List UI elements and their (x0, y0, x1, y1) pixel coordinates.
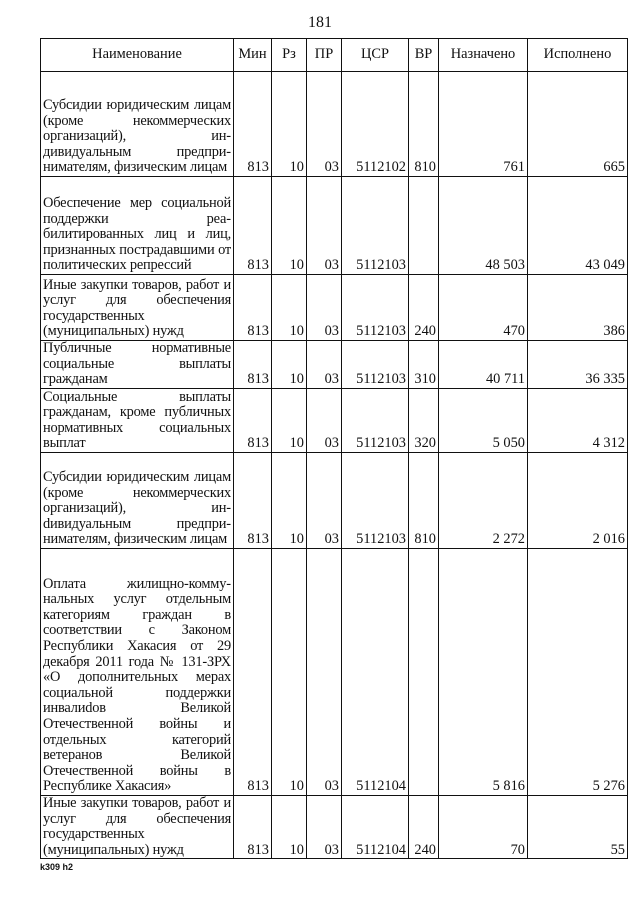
footer-code: k309 h2 (40, 862, 74, 872)
header-csr: ЦСР (342, 39, 409, 72)
cell-csr: 5112103 (342, 453, 409, 549)
cell-name: Иные закупки товаров, работ и услуг для обеспечения государственных (муниципальных) нужд (41, 275, 234, 341)
cell-name: Публичные нормативные социальные выплаты гражданам (41, 341, 234, 389)
cell-rz: 10 (272, 177, 307, 275)
cell-min: 813 (234, 275, 272, 341)
cell-vr: 310 (409, 341, 439, 389)
cell-csr: 5112104 (342, 549, 409, 796)
cell-vr: 320 (409, 389, 439, 453)
cell-csr: 5112103 (342, 177, 409, 275)
cell-pr: 03 (307, 796, 342, 859)
cell-rz: 10 (272, 453, 307, 549)
cell-csr: 5112102 (342, 72, 409, 177)
cell-vr: 240 (409, 796, 439, 859)
cell-vr (409, 177, 439, 275)
cell-vr: 240 (409, 275, 439, 341)
cell-csr: 5112103 (342, 341, 409, 389)
cell-min: 813 (234, 72, 272, 177)
cell-executed: 55 (528, 796, 628, 859)
table-row (41, 275, 628, 341)
cell-min: 813 (234, 177, 272, 275)
cell-rz: 10 (272, 389, 307, 453)
cell-executed: 2 016 (528, 453, 628, 549)
header-min: Мин (234, 39, 272, 72)
header-rz: Рз (272, 39, 307, 72)
cell-executed: 43 049 (528, 177, 628, 275)
cell-assigned: 70 (439, 796, 528, 859)
page-number: 181 (308, 14, 332, 31)
cell-name: Иные закупки товаров, работ и услуг для обеспечения государственных (муниципальных) нужд (41, 796, 234, 859)
cell-rz: 10 (272, 796, 307, 859)
cell-min: 813 (234, 453, 272, 549)
header-pr: ПР (307, 39, 342, 72)
cell-assigned: 48 503 (439, 177, 528, 275)
cell-vr (409, 549, 439, 796)
cell-name: Оплата жилищно-коммунальных услуг отдельным категориям граждан в соответствии с Законом Республики Хакасия от 29 декабря 2011 года № 131-ЗРХ «О дополнительных мерах социальной поддержки инвалиdов Великой Отечественной войны и отдельных категорий ветеранов Великой Отечественной войны в Республике Хакасия» (41, 549, 234, 796)
table-header-row (41, 39, 628, 72)
cell-pr: 03 (307, 389, 342, 453)
cell-assigned: 5 816 (439, 549, 528, 796)
table-row (41, 549, 628, 796)
table-row (41, 341, 628, 389)
cell-rz: 10 (272, 72, 307, 177)
budget-table (40, 38, 628, 859)
cell-name: Обеспечение мер социальной поддержки реабилитированных лиц и лиц, признанных пострадавшими от политических репрессий (41, 177, 234, 275)
cell-pr: 03 (307, 341, 342, 389)
cell-min: 813 (234, 796, 272, 859)
cell-pr: 03 (307, 72, 342, 177)
cell-executed: 4 312 (528, 389, 628, 453)
cell-rz: 10 (272, 275, 307, 341)
cell-executed: 665 (528, 72, 628, 177)
cell-rz: 10 (272, 341, 307, 389)
header-vr: ВР (409, 39, 439, 72)
cell-pr: 03 (307, 549, 342, 796)
cell-pr: 03 (307, 177, 342, 275)
cell-csr: 5112103 (342, 389, 409, 453)
cell-executed: 386 (528, 275, 628, 341)
cell-executed: 5 276 (528, 549, 628, 796)
cell-csr: 5112103 (342, 275, 409, 341)
cell-vr: 810 (409, 453, 439, 549)
cell-assigned: 470 (439, 275, 528, 341)
cell-pr: 03 (307, 275, 342, 341)
header-name: Наименование (41, 39, 234, 72)
cell-assigned: 761 (439, 72, 528, 177)
cell-rz: 10 (272, 549, 307, 796)
cell-assigned: 2 272 (439, 453, 528, 549)
cell-assigned: 40 711 (439, 341, 528, 389)
table-row (41, 796, 628, 859)
cell-name: Социальные выплаты гражданам, кроме публичных нормативных социальных выплат (41, 389, 234, 453)
table-row (41, 177, 628, 275)
table-row (41, 453, 628, 549)
table-row (41, 389, 628, 453)
cell-vr: 810 (409, 72, 439, 177)
cell-assigned: 5 050 (439, 389, 528, 453)
cell-csr: 5112104 (342, 796, 409, 859)
header-assigned: Назначено (439, 39, 528, 72)
cell-min: 813 (234, 549, 272, 796)
cell-name: Субсидии юридическим лицам (кроме некоммерческих организаций), инdивидуальным предпринимателям, физическим лицам (41, 453, 234, 549)
cell-pr: 03 (307, 453, 342, 549)
cell-name: Субсидии юридическим лицам (кроме некоммерческих организаций), индивидуальным предпринимателям, физическим лицам (41, 72, 234, 177)
table-row (41, 72, 628, 177)
cell-min: 813 (234, 341, 272, 389)
header-executed: Исполнено (528, 39, 628, 72)
cell-executed: 36 335 (528, 341, 628, 389)
cell-min: 813 (234, 389, 272, 453)
